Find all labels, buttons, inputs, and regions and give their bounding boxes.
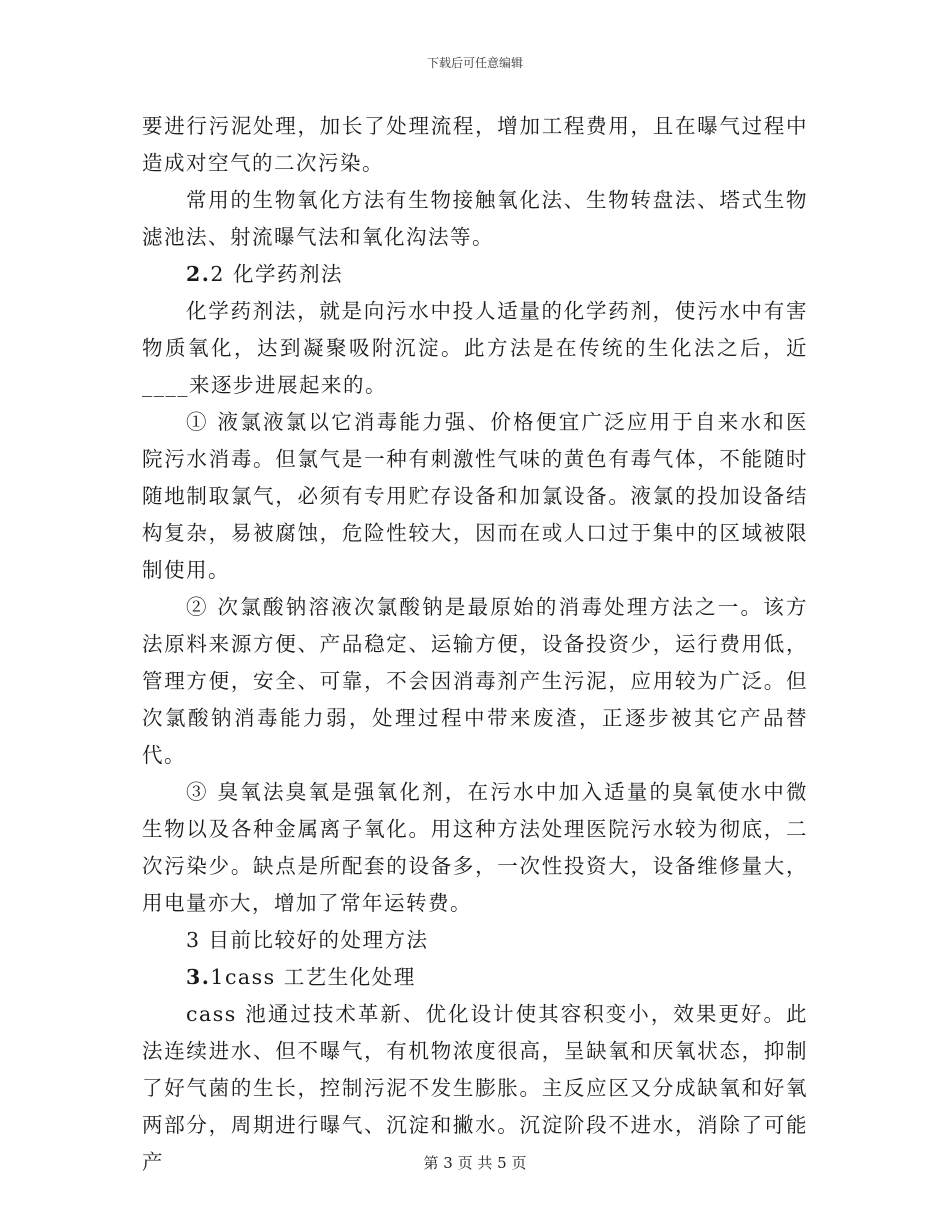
page-footer-number: 第 3 页 共 5 页 [423,1154,527,1172]
heading-number: 2. [186,262,211,286]
document-body [142,108,808,1181]
page-header-note: 下载后可任意编辑 [426,56,523,70]
paragraph-bio-oxidation-methods: 常用的生物氧化方法有生物接触氧化法、生物转盘法、塔式生物滤池法、射流曝气法和氧化沟法等。 [142,188,808,249]
heading-text: 1cass 工艺生化处理 [210,965,416,989]
paragraph-chemical-agent-method: 化学药剂法，就是向污水中投人适量的化学药剂，使污水中有害物质氧化，达到凝聚吸附沉淀。此方法是在传统的生化法之后，近____来逐步进展起来的。 [142,299,808,397]
paragraph-sludge-treatment: 要进行污泥处理，加长了处理流程，增加工程费用，且在曝气过程中造成对空气的二次污染。 [142,114,808,175]
heading-2-2-chemical-agent [142,256,808,293]
paragraph-cass-process: cass 池通过技术革新、优化设计使其容积变小，效果更好。此法连续进水、但不曝气，有机物浓度很高，呈缺氧和厌氧状态，抑制了好气菌的生长，控制污泥不发生膨胀。主反应区又分成缺氧和好氧两部分，周期进行曝气、沉淀和撇水。沉淀阶段不进水，消除了可能产 [142,1002,808,1174]
paragraph-sodium-hypochlorite: ② 次氯酸钠溶液次氯酸钠是最原始的消毒处理方法之一。该方法原料来源方便、产品稳定、运输方便，设备投资少，运行费用低，管理方便，安全、可靠，不会因消毒剂产生污泥，应用较为广泛。但次氯酸钠消毒能力弱，处理过程中带来废渣，正逐步被其它产品替代。 [142,595,808,767]
heading-text: 2 化学药剂法 [210,262,343,286]
heading-3-1-cass [142,959,808,996]
paragraph-ozone: ③ 臭氧法臭氧是强氧化剂，在污水中加入适量的臭氧使水中微生物以及各种金属离子氧化。用这种方法处理医院污水较为彻底，二次污染少。缺点是所配套的设备多，一次性投资大，设备维修量大，用电量亦大，增加了常年运转费。 [142,780,808,915]
paragraph-liquid-chlorine: ① 液氯液氯以它消毒能力强、价格便宜广泛应用于自来水和医院污水消毒。但氯气是一种有刺激性气味的黄色有毒气体，不能随时随地制取氯气，必须有专用贮存设备和加氯设备。液氯的投加设备结构复杂，易被腐蚀，危险性较大，因而在或人口过于集中的区域被限制使用。 [142,410,808,582]
heading-number: 3. [186,965,211,989]
heading-3-better-methods: 3 目前比较好的处理方法 [186,928,429,952]
